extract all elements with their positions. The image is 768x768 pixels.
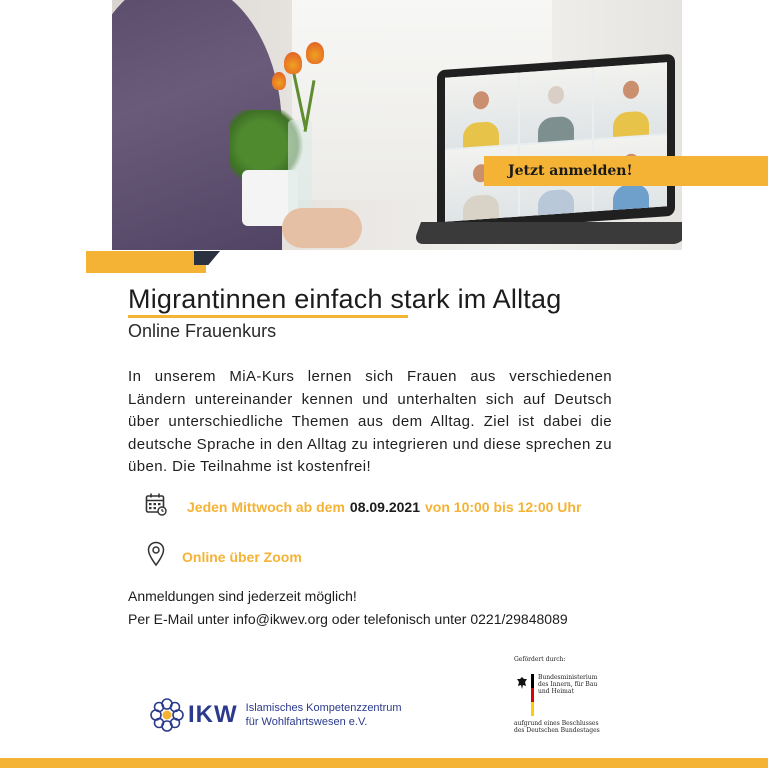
contact-info: Per E-Mail unter info@ikwev.org oder telefonisch unter 0221/29848089 [128, 611, 568, 627]
tulip-flower [284, 52, 302, 74]
schedule-prefix: Jeden Mittwoch ab dem [187, 498, 345, 515]
video-call-screen [445, 62, 667, 222]
ministry-line3: und Heimat [538, 688, 574, 695]
laptop-keyboard [413, 222, 682, 244]
title-underline [128, 315, 408, 318]
flower-vase [288, 120, 312, 220]
ikw-full-name [246, 701, 402, 729]
course-description: In unserem MiA-Kurs lernen sich Frauen aus verschiedenen Ländern untereinander kennen und unterhalten sich auf Deutsch über unterschiedliche Themen aus dem Alltag. Ziel ist dabei die deutsche Sprache in den Alltag zu integrieren und diese sprechen zu üben. Die Teilnahme ist kostenfrei! [128, 368, 612, 475]
ministry-name [538, 674, 597, 695]
video-participant [594, 62, 667, 138]
page-subtitle: Online Frauenkurs [128, 321, 277, 341]
ikw-name-line2: für Wohlfahrtswesen e.V. [245, 716, 368, 728]
funding-basis [514, 720, 600, 734]
bottom-accent-bar [0, 758, 768, 768]
register-now-button[interactable]: Jetzt anmelden! [508, 163, 633, 179]
tulip-flower [272, 72, 286, 90]
hand [282, 208, 362, 248]
ikw-abbreviation: IKW [188, 701, 238, 728]
registration-note: Anmeldungen sind jederzeit möglich! [128, 588, 357, 604]
basis-line2: des Deutschen Bundestages [514, 727, 600, 734]
location-row [147, 541, 302, 572]
schedule-date: 08.09.2021 [349, 498, 420, 515]
accent-band-dark [194, 251, 220, 265]
laptop [437, 54, 675, 233]
calendar-icon [145, 492, 167, 521]
ikw-flower-icon [148, 696, 186, 734]
funder-label: Gefördert durch: [514, 656, 566, 663]
ministry-line1: Bundesministerium [538, 674, 598, 681]
page-title: Migrantinnen einfach stark im Alltag [128, 284, 562, 314]
schedule-time: von 10:00 bis 12:00 Uhr [425, 498, 582, 515]
federal-eagle-icon [516, 676, 528, 690]
tulip-flower [306, 42, 324, 64]
video-participant [445, 73, 518, 149]
ikw-name-line1: Islamisches Kompetenzzentrum [245, 702, 402, 714]
accent-band [86, 251, 206, 273]
map-pin-icon [147, 541, 165, 572]
basis-line1: aufgrund eines Beschlusses [514, 720, 599, 727]
video-participant [520, 67, 593, 143]
schedule-row [145, 492, 581, 521]
ministry-line2: des Innern, für Bau [538, 681, 598, 688]
ikw-logo [148, 696, 402, 734]
hero-image [112, 0, 682, 250]
location-text: Online über Zoom [182, 548, 302, 565]
german-flag-stripes [531, 674, 534, 716]
